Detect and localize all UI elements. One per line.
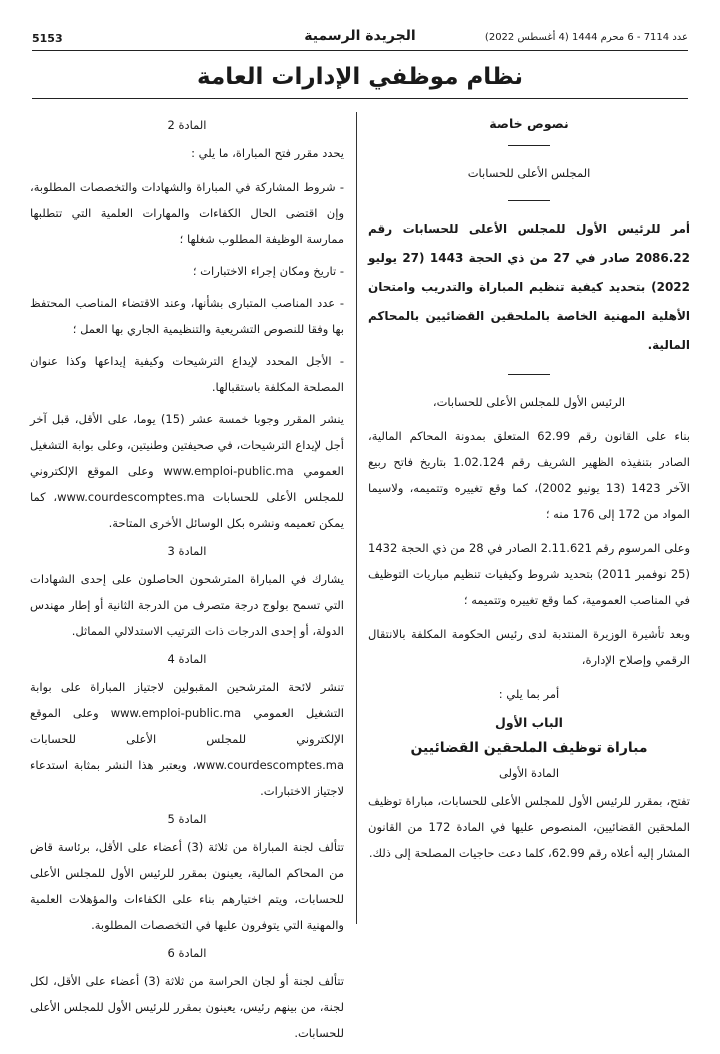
article-2-bullet: - شروط المشاركة في المباراة والشهادات والتخصصات المطلوبة، وإن اقتضى الحال الكفاءات والمهارات العلمية التي تتطلبها ممارسة الوظيفة المطلوب شغلها ؛ xyxy=(30,180,344,246)
article-2-bullet: - الأجل المحدد لإيداع الترشيحات وكيفية إيداعها وكذا عنوان المصلحة المكلفة باستقبالها. xyxy=(30,354,344,394)
section-title: نصوص خاصة xyxy=(489,116,569,131)
main-title: نظام موظفي الإدارات العامة xyxy=(32,58,688,99)
decree-title: أمر للرئيس الأول للمجلس الأعلى للحسابات رقم 2086.22 صادر في 27 من ذي الحجة 1443 (27 يوليو 2022) بتحديد كيفية تنظيم المباراة والتدريب وامتحان الأهلية المهنية الخاصة بالملحقين القضائيين بالمحاكم المالية. xyxy=(368,222,690,352)
column-divider xyxy=(356,112,357,924)
left-column xyxy=(30,112,344,1054)
right-column xyxy=(368,112,690,874)
recital-3: وبعد تأشيرة الوزيرة المنتدبة لدى رئيس الحكومة المكلفة بالانتقال الرقمي وإصلاح الإدارة، xyxy=(368,627,690,667)
issue-info: عدد 7114 - 6 محرم 1444 (4 أغسطس 2022) xyxy=(484,32,688,43)
article-3-text: يشارك في المباراة المترشحون الحاصلون على إحدى الشهادات التي تسمح بولوج درجة متصرف من الدرجة الثانية أو إطار مهندس الدولة، أو إحدى الدرجات ذات الترتيب الاستدلالي المماثل. xyxy=(30,572,344,638)
article-2-label: المادة 2 xyxy=(167,118,207,132)
article-2-text: ينشر المقرر وجوبا خمسة عشر (15) يوما، على الأقل، قبل آخر أجل لإيداع الترشيحات، في صحيفتين وطنيتين، وعلى بوابة التشغيل العمومي www.emploi-public.ma وعلى الموقع الإلكتروني للمجلس الأعلى للحسابات www.courdescomptes.ma، كما يمكن تعميمه ونشره بكل الوسائل الأخرى المتاحة. xyxy=(30,412,344,530)
article-5-label: المادة 5 xyxy=(167,812,207,826)
chapter-label: الباب الأول xyxy=(495,715,563,730)
article-1-text: تفتح، بمقرر للرئيس الأول للمجلس الأعلى للحسابات، مباراة توظيف الملحقين القضائيين، المنصوص عليها في المادة 172 من القانون المشار إليه أعلاه رقم 62.99، كلما دعت حاجيات المصلحة إلى ذلك. xyxy=(368,794,690,860)
article-6-text: تتألف لجنة أو لجان الحراسة من ثلاثة (3) أعضاء على الأقل، لكل لجنة، من بينهم رئيس، يعينون بمقرر للرئيس الأول للمجلس الأعلى للحسابات. xyxy=(30,974,345,1040)
order-phrase: أمر بما يلي : xyxy=(498,687,560,701)
article-2-bullet: - عدد المناصب المتبارى بشأنها، وعند الاقتضاء المناصب المحتفظ بها وفقا للنصوص التشريعية والتنظيمية الجاري بها العمل ؛ xyxy=(30,296,344,336)
page-number: 5153 xyxy=(32,32,63,45)
article-3-label: المادة 3 xyxy=(167,544,207,558)
separator-rule xyxy=(508,145,550,146)
article-6-label: المادة 6 xyxy=(167,946,207,960)
article-4-text: تنشر لائحة المترشحين المقبولين لاجتياز المباراة على بوابة التشغيل العمومي www.emploi-public.ma وعلى الموقع الإلكتروني للمجلس الأعلى للحسابات www.courdescomptes.ma، ويعتبر هذا النشر بمثابة استدعاء لاجتياز الاختبارات. xyxy=(30,680,344,798)
article-5-text: تتألف لجنة المباراة من ثلاثة (3) أعضاء على الأقل، برئاسة قاض من المحاكم المالية، يعينون بمقرر للرئيس الأول للمجلس الأعلى للحسابات، ويتم اختيارهم بناء على الكفاءات والمؤهلات العلمية والمهنية التي يتوفرون عليها في التخصصات المطلوبة. xyxy=(30,840,344,932)
article-1-label: المادة الأولى xyxy=(498,766,560,780)
chapter-title: مباراة توظيف الملحقين القضائيين xyxy=(410,740,648,756)
article-2-bullet: - تاريخ ومكان إجراء الاختبارات ؛ xyxy=(192,264,344,278)
article-2-intro: يحدد مقرر فتح المباراة، ما يلي : xyxy=(191,146,344,160)
separator-rule xyxy=(508,200,550,201)
gazette-title: الجريدة الرسمية xyxy=(304,28,416,44)
article-4-label: المادة 4 xyxy=(167,652,207,666)
running-header xyxy=(32,28,688,51)
recital-2: وعلى المرسوم رقم 2.11.621 الصادر في 28 من ذي الحجة 1432 (25 نوفمبر 2011) بتحديد شروط وكيفيات تنظيم مباريات التوظيف في المناصب العمومية، كما وقع تغييره وتتميمه ؛ xyxy=(368,541,691,607)
separator-rule xyxy=(508,374,550,375)
issuer: المجلس الأعلى للحسابات xyxy=(467,166,591,180)
signatory: الرئيس الأول للمجلس الأعلى للحسابات، xyxy=(432,395,626,409)
recital-1: بناء على القانون رقم 62.99 المتعلق بمدونة المحاكم المالية، الصادر بتنفيذه الظهير الشريف رقم 1.02.124 بتاريخ فاتح ربيع الآخر 1423 (13 يونيو 2002)، كما وقع تغييره وتتميمه، ولاسيما المواد من 172 إلى 176 منه ؛ xyxy=(368,429,690,521)
